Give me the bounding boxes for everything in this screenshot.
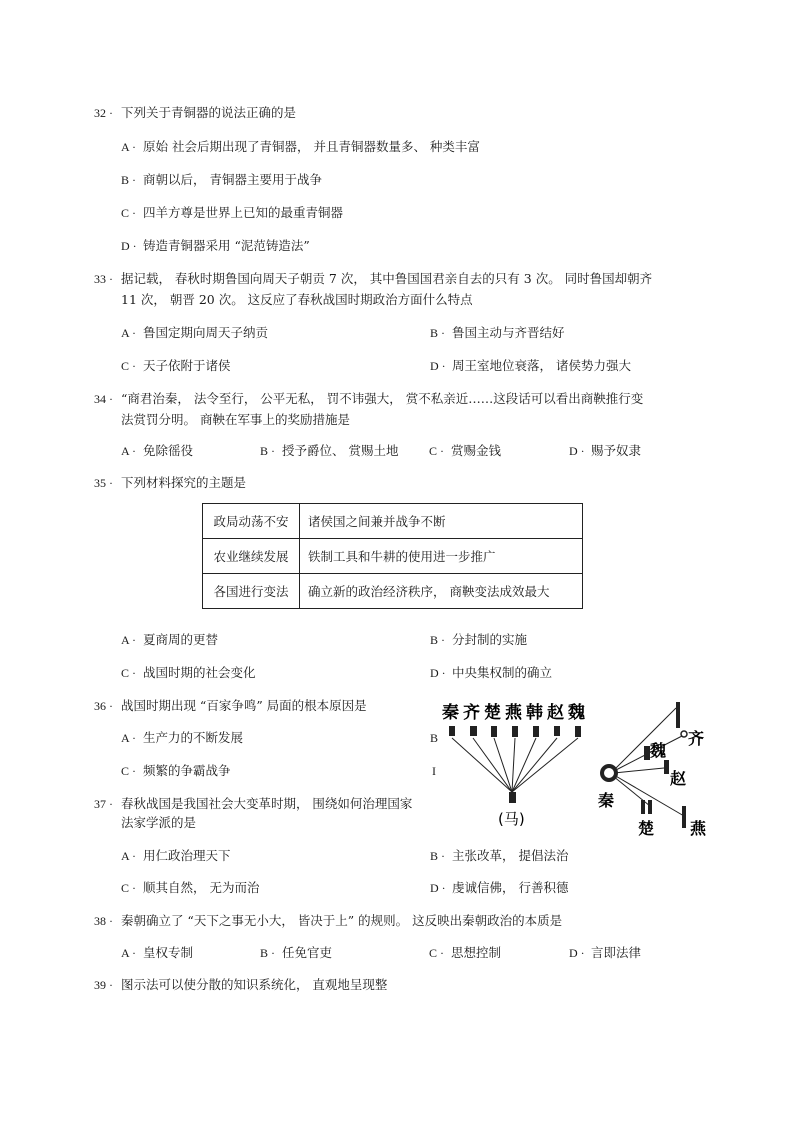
table-cell-key: 农业继续发展 — [203, 539, 300, 574]
q37-stem-line1: 37 · 春秋战国是我国社会大变革时期， 围绕如何治理国家 — [94, 796, 413, 811]
q36-option-c[interactable]: C · 频繁的争霸战争 — [121, 763, 231, 778]
q35-option-a[interactable]: A · 夏商周的更替 — [121, 632, 219, 647]
radiating-lines — [613, 708, 687, 816]
q38-option-d[interactable]: D · 言即法律 — [569, 945, 642, 960]
q36-option-a[interactable]: A · 生产力的不断发展 — [121, 730, 244, 745]
q36-option-d[interactable]: I — [432, 764, 436, 778]
right-label-wei: 魏 — [650, 741, 667, 760]
q35-option-b[interactable]: B · 分封制的实施 — [430, 632, 528, 647]
q34-option-c[interactable]: C · 赏赐金钱 — [429, 443, 502, 458]
table-row — [203, 504, 583, 539]
right-label-zhao: 赵 — [670, 769, 687, 788]
glyph-dot-qi — [681, 731, 687, 737]
q35-option-c[interactable]: C · 战国时期的社会变化 — [121, 665, 256, 680]
q34-stem-line1: 34 · “商君治秦， 法令至行， 公平无私， 罚不讳强大， 赏不私亲近……这段话可以看出商鞅推行变 — [94, 391, 644, 406]
ancient-glyph-mark — [554, 726, 560, 736]
q32-option-a[interactable]: A · 原始 社会后期出现了青铜器， 并且青铜器数量多、 种类丰富 — [121, 139, 480, 154]
q34-option-a[interactable]: A · 免除徭役 — [121, 443, 194, 458]
q35-option-d[interactable]: D · 中央集权制的确立 — [430, 665, 553, 680]
q37-option-a[interactable]: A · 用仁政治理天下 — [121, 848, 231, 863]
glyph-mark-zhao — [664, 760, 669, 774]
state-label: 楚 — [484, 703, 501, 723]
q39-stem: 39 · 图示法可以使分散的知识系统化， 直观地呈现整 — [94, 977, 388, 992]
q38-option-c[interactable]: C · 思想控制 — [429, 945, 502, 960]
table-cell-value: 确立新的政治经济秩序， 商鞅变法成效最大 — [300, 574, 583, 609]
q37-option-d[interactable]: D · 虔诚信佛， 行善积德 — [430, 880, 569, 895]
right-label-qin: 秦 — [598, 791, 615, 810]
converging-line — [512, 738, 578, 792]
q33-option-d[interactable]: D · 周王室地位衰落， 诸侯势力强大 — [430, 358, 631, 373]
converging-line — [512, 738, 536, 792]
radiating-line — [614, 768, 664, 773]
converging-line — [512, 738, 515, 792]
q35-material-table — [202, 503, 583, 609]
q32-option-c[interactable]: C · 四羊方尊是世界上已知的最重青铜器 — [121, 205, 344, 220]
state-label: 齐 — [463, 703, 480, 723]
ancient-glyph-mark — [491, 726, 497, 737]
q37-option-c[interactable]: C · 顺其自然， 无为而治 — [121, 880, 260, 895]
q35-stem: 35 · 下列材料探究的主题是 — [94, 475, 246, 490]
script-unification-diagram — [438, 696, 710, 844]
state-label: 燕 — [505, 703, 522, 723]
q37-option-b[interactable]: B · 主张改革， 提倡法治 — [430, 848, 569, 863]
q33-option-b[interactable]: B · 鲁国主动与齐晋结好 — [430, 325, 565, 340]
converging-lines — [452, 738, 578, 792]
ancient-glyph-mark — [533, 726, 539, 737]
right-label-chu: 楚 — [638, 819, 655, 838]
right-label-yan: 燕 — [690, 819, 707, 838]
table-cell-key: 政局动荡不安 — [203, 504, 300, 539]
unified-glyph-mark — [509, 792, 516, 803]
table-cell-value: 诸侯国之间兼并战争不断 — [300, 504, 583, 539]
ancient-glyph-mark — [449, 726, 455, 736]
glyph-mark-qi — [676, 702, 680, 728]
q32-option-d[interactable]: D · 铸造青铜器采用 “泥范铸造法” — [121, 238, 310, 253]
ancient-glyph-mark — [470, 726, 477, 736]
q33-option-c[interactable]: C · 天子依附于诸侯 — [121, 358, 231, 373]
ancient-glyph-mark — [575, 726, 581, 737]
q34-stem-line2: 法赏罚分明。 商鞅在军事上的奖励措施是 — [121, 412, 350, 427]
q38-option-b[interactable]: B · 任免官吏 — [260, 945, 333, 960]
state-label: 韩 — [526, 703, 543, 723]
table-cell-value: 铁制工具和牛耕的使用进一步推广 — [300, 539, 583, 574]
right-label-qi: 齐 — [688, 729, 705, 748]
q37-stem-line2: 法家学派的是 — [121, 815, 197, 830]
q38-option-a[interactable]: A · 皇权专制 — [121, 945, 194, 960]
glyph-mark-chu — [641, 800, 645, 814]
table-row — [203, 539, 583, 574]
table-cell-key: 各国进行变法 — [203, 574, 300, 609]
glyph-mark-yan — [682, 806, 686, 828]
q36-stem: 36 · 战国时期出现 “百家争鸣” 局面的根本原因是 — [94, 698, 367, 713]
q32-stem: 32 · 下列关于青铜器的说法正确的是 — [94, 105, 296, 120]
ancient-glyph-mark — [512, 726, 518, 737]
ancient-glyph-row — [449, 726, 581, 737]
glyph-mark-chu — [648, 800, 652, 814]
q33-option-a[interactable]: A · 鲁国定期向周天子纳贡 — [121, 325, 269, 340]
q33-stem-line1: 33 · 据记载， 春秋时期鲁国向周天子朝贡 7 次， 其中鲁国国君亲自去的只有 3 次。 同时鲁国却朝齐 — [94, 271, 653, 286]
script-unification-figure — [438, 696, 710, 844]
unified-char-label: (马) — [498, 810, 525, 828]
q34-option-b[interactable]: B · 授予爵位、 赏赐土地 — [260, 443, 399, 458]
state-label: 赵 — [547, 703, 564, 723]
qin-center-mark — [602, 766, 616, 780]
table-row — [203, 574, 583, 609]
q38-stem: 38 · 秦朝确立了 “天下之事无小大， 皆决于上” 的规则。 这反映出秦朝政治的本质是 — [94, 913, 563, 928]
converging-line — [473, 738, 512, 792]
state-label: 秦 — [442, 703, 459, 723]
q36-option-b[interactable]: B — [430, 731, 439, 745]
q32-option-b[interactable]: B · 商朝以后， 青铜器主要用于战争 — [121, 172, 322, 187]
state-label: 魏 — [568, 703, 585, 723]
converging-line — [512, 738, 557, 792]
q34-option-d[interactable]: D · 赐予奴隶 — [569, 443, 642, 458]
q33-stem-line2: 11 次， 朝晋 20 次。 这反应了春秋战国时期政治方面什么特点 — [121, 292, 473, 307]
